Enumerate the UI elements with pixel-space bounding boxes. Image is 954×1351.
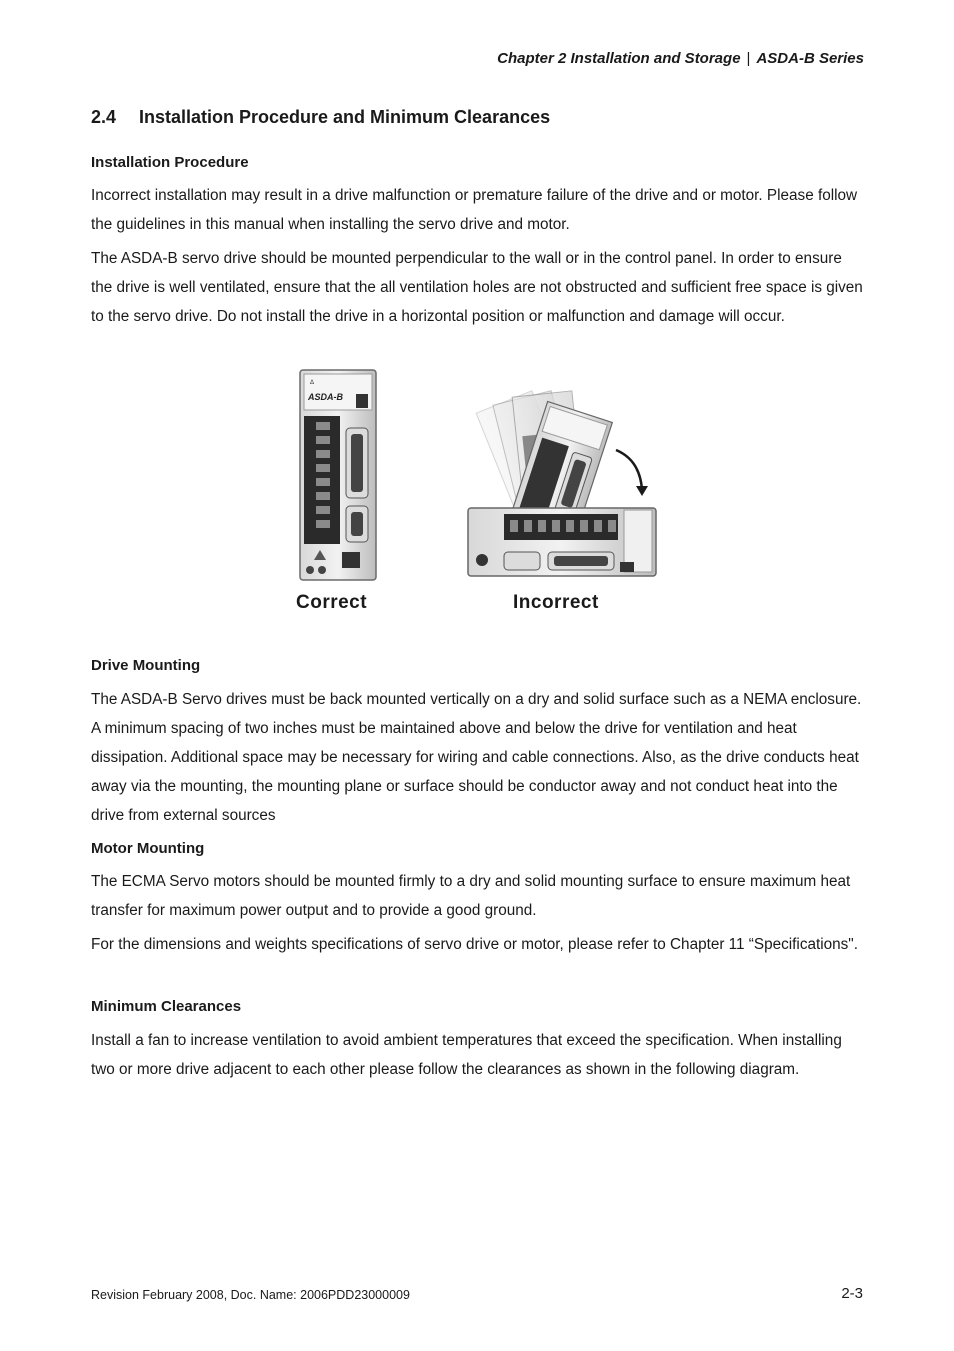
- paragraph-minimum-clearances: Install a fan to increase ventilation to avoid ambient temperatures that exceed the specification. When installing two or more drive adjacent to each other please follow the clearances as shown in the following diagram.: [91, 1032, 842, 1078]
- mounting-illustration: [290, 368, 670, 618]
- incorrect-drive-illustration: [468, 391, 656, 576]
- footer-revision: Revision February 2008, Doc. Name: 2006PDD23000009: [91, 1288, 410, 1302]
- page-number: 2-3: [841, 1285, 863, 1302]
- section-number: 2.4: [91, 107, 117, 127]
- mounting-orientation-figure: [290, 368, 670, 618]
- correct-drive-illustration: [300, 370, 376, 580]
- heading-drive-mounting: Drive Mounting: [91, 657, 201, 674]
- running-header: [497, 50, 864, 67]
- svg-text:Δ: Δ: [310, 380, 315, 386]
- header-series: ASDA-B Series: [756, 50, 864, 67]
- header-chapter: Chapter 2 Installation and Storage: [497, 50, 741, 67]
- header-separator: |: [746, 50, 751, 67]
- section-title: [91, 107, 550, 128]
- incorrect-label: Incorrect: [513, 592, 599, 613]
- section-heading: Installation Procedure and Minimum Clearances: [139, 107, 551, 127]
- paragraph-drive-mounting: The ASDA-B Servo drives must be back mounted vertically on a dry and solid surface such as a NEMA enclosure. A minimum spacing of two inches must be maintained above and below the drive for ventilation and heat dissipation. Additional space may be necessary for wiring and cable connections. Also, as the drive conducts heat away via the mounting, the mounting plane or surface should be conductor away and not conduct heat into the drive from external sources: [91, 691, 862, 824]
- heading-motor-mounting: Motor Mounting: [91, 840, 205, 857]
- heading-installation-procedure: Installation Procedure: [91, 154, 249, 171]
- paragraph-installation-1: Incorrect installation may result in a drive malfunction or premature failure of the drive and or motor. Please follow the guidelines in this manual when installing the servo drive and motor.: [91, 187, 858, 233]
- paragraph-installation-2: The ASDA-B servo drive should be mounted perpendicular to the wall or in the control panel. In order to ensure the drive is well ventilated, ensure that the all ventilation holes are not obstructed and sufficient free space is given to the servo drive. Do not install the drive in a horizontal position or malfunction and damage will occur.: [91, 250, 863, 325]
- rotate-arrow-icon: [616, 450, 642, 490]
- paragraph-motor-mounting-2: For the dimensions and weights specifications of servo drive or motor, please refer to Chapter 11 “Specifications".: [91, 936, 858, 953]
- heading-minimum-clearances: Minimum Clearances: [91, 998, 242, 1015]
- paragraph-motor-mounting-1: The ECMA Servo motors should be mounted firmly to a dry and solid mounting surface to ensure maximum heat transfer for maximum power output and to provide a good ground.: [91, 873, 851, 919]
- drive-brand-label: ASDA-B: [308, 392, 343, 402]
- correct-label: Correct: [296, 592, 368, 613]
